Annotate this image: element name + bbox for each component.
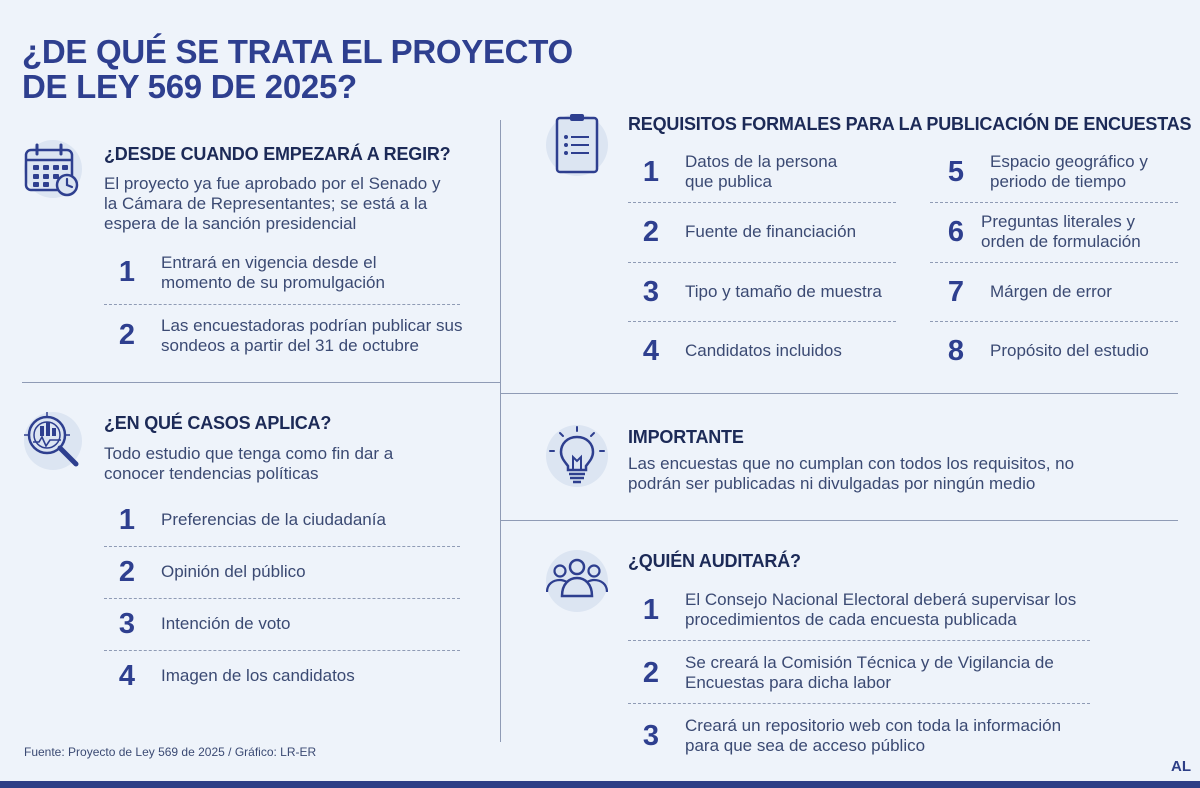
dashed-divider [628, 262, 896, 263]
dashed-divider [628, 202, 896, 203]
vertical-divider [500, 120, 501, 742]
importante-heading: IMPORTANTE [628, 427, 744, 447]
dashed-divider [628, 321, 896, 322]
requisitos-item-7-text: Márgen de error [990, 282, 1112, 301]
requisitos-item-5-number: 5 [947, 156, 965, 188]
requisitos-item-7-number: 7 [947, 276, 965, 308]
requisitos-item-1-number: 1 [642, 156, 660, 188]
vigencia-intro: El proyecto ya fue aprobado por el Senado y la Cámara de Representantes; se está a la espera de la sanción presidencial [104, 174, 441, 233]
importante-text: Las encuestas que no cumplan con todos los requisitos, no podrán ser publicadas ni divulgadas por ningún medio [628, 454, 1075, 493]
people-group-icon [546, 550, 608, 612]
dashed-divider [104, 650, 460, 651]
requisitos-item-5-text: Espacio geográfico y periodo de tiempo [990, 152, 1148, 191]
requisitos-item-3-number: 3 [642, 276, 660, 308]
divider-right-2 [500, 520, 1178, 521]
vigencia-item-2-number: 2 [118, 319, 136, 351]
auditara-item-1-number: 1 [642, 594, 660, 626]
bottom-bar [0, 781, 1200, 788]
calendar-icon [24, 140, 82, 198]
requisitos-item-1-text: Datos de la persona que publica [685, 152, 838, 191]
lightbulb-icon [546, 425, 608, 487]
casos-item-3-text: Intención de voto [161, 614, 291, 633]
requisitos-item-4-number: 4 [642, 335, 660, 367]
magnifier-chart-icon [24, 412, 82, 470]
auditara-item-2-number: 2 [642, 657, 660, 689]
divider-left [22, 382, 500, 383]
vigencia-item-2-text: Las encuestadoras podrían publicar sus sondeos a partir del 31 de octubre [161, 316, 463, 355]
requisitos-item-8-text: Propósito del estudio [990, 341, 1149, 360]
casos-item-4-text: Imagen de los candidatos [161, 666, 355, 685]
casos-item-2-number: 2 [118, 556, 136, 588]
auditara-item-3-number: 3 [642, 720, 660, 752]
dashed-divider [628, 703, 1090, 704]
casos-intro: Todo estudio que tenga como fin dar a conocer tendencias políticas [104, 444, 394, 483]
dashed-divider [930, 202, 1178, 203]
casos-item-1-number: 1 [118, 504, 136, 536]
casos-item-3-number: 3 [118, 608, 136, 640]
dashed-divider [930, 321, 1178, 322]
requisitos-item-6-number: 6 [947, 216, 965, 248]
vigencia-heading: ¿DESDE CUANDO EMPEZARÁ A REGIR? [104, 144, 451, 164]
vigencia-item-1-text: Entrará en vigencia desde el momento de su promulgación [161, 253, 385, 292]
checklist-icon [546, 114, 608, 176]
vigencia-item-1-number: 1 [118, 256, 136, 288]
casos-heading: ¿EN QUÉ CASOS APLICA? [104, 413, 332, 433]
casos-item-4-number: 4 [118, 660, 136, 692]
auditara-heading: ¿QUIÉN AUDITARÁ? [628, 551, 801, 571]
requisitos-item-3-text: Tipo y tamaño de muestra [685, 282, 882, 301]
requisitos-item-6-text: Preguntas literales y orden de formulación [981, 212, 1141, 251]
page-title: ¿DE QUÉ SE TRATA EL PROYECTO DE LEY 569 DE 2025? [22, 33, 573, 105]
casos-item-1-text: Preferencias de la ciudadanía [161, 510, 386, 529]
dashed-divider [628, 640, 1090, 641]
requisitos-item-8-number: 8 [947, 335, 965, 367]
requisitos-item-4-text: Candidatos incluidos [685, 341, 842, 360]
dashed-divider [104, 598, 460, 599]
requisitos-heading: REQUISITOS FORMALES PARA LA PUBLICACIÓN DE ENCUESTAS [628, 114, 1192, 134]
requisitos-item-2-text: Fuente de financiación [685, 222, 857, 241]
source-footer: Fuente: Proyecto de Ley 569 de 2025 / Gráfico: LR-ER [24, 745, 317, 759]
dashed-divider [104, 546, 460, 547]
brand-logo: AL [1171, 758, 1191, 775]
dashed-divider [930, 262, 1178, 263]
divider-right-1 [500, 393, 1178, 394]
requisitos-item-2-number: 2 [642, 216, 660, 248]
casos-item-2-text: Opinión del público [161, 562, 306, 581]
auditara-item-1-text: El Consejo Nacional Electoral deberá supervisar los procedimientos de cada encuesta publicada [685, 590, 1077, 629]
dashed-divider [104, 304, 460, 305]
auditara-item-2-text: Se creará la Comisión Técnica y de Vigilancia de Encuestas para dicha labor [685, 653, 1054, 692]
auditara-item-3-text: Creará un repositorio web con toda la información para que sea de acceso público [685, 716, 1062, 755]
